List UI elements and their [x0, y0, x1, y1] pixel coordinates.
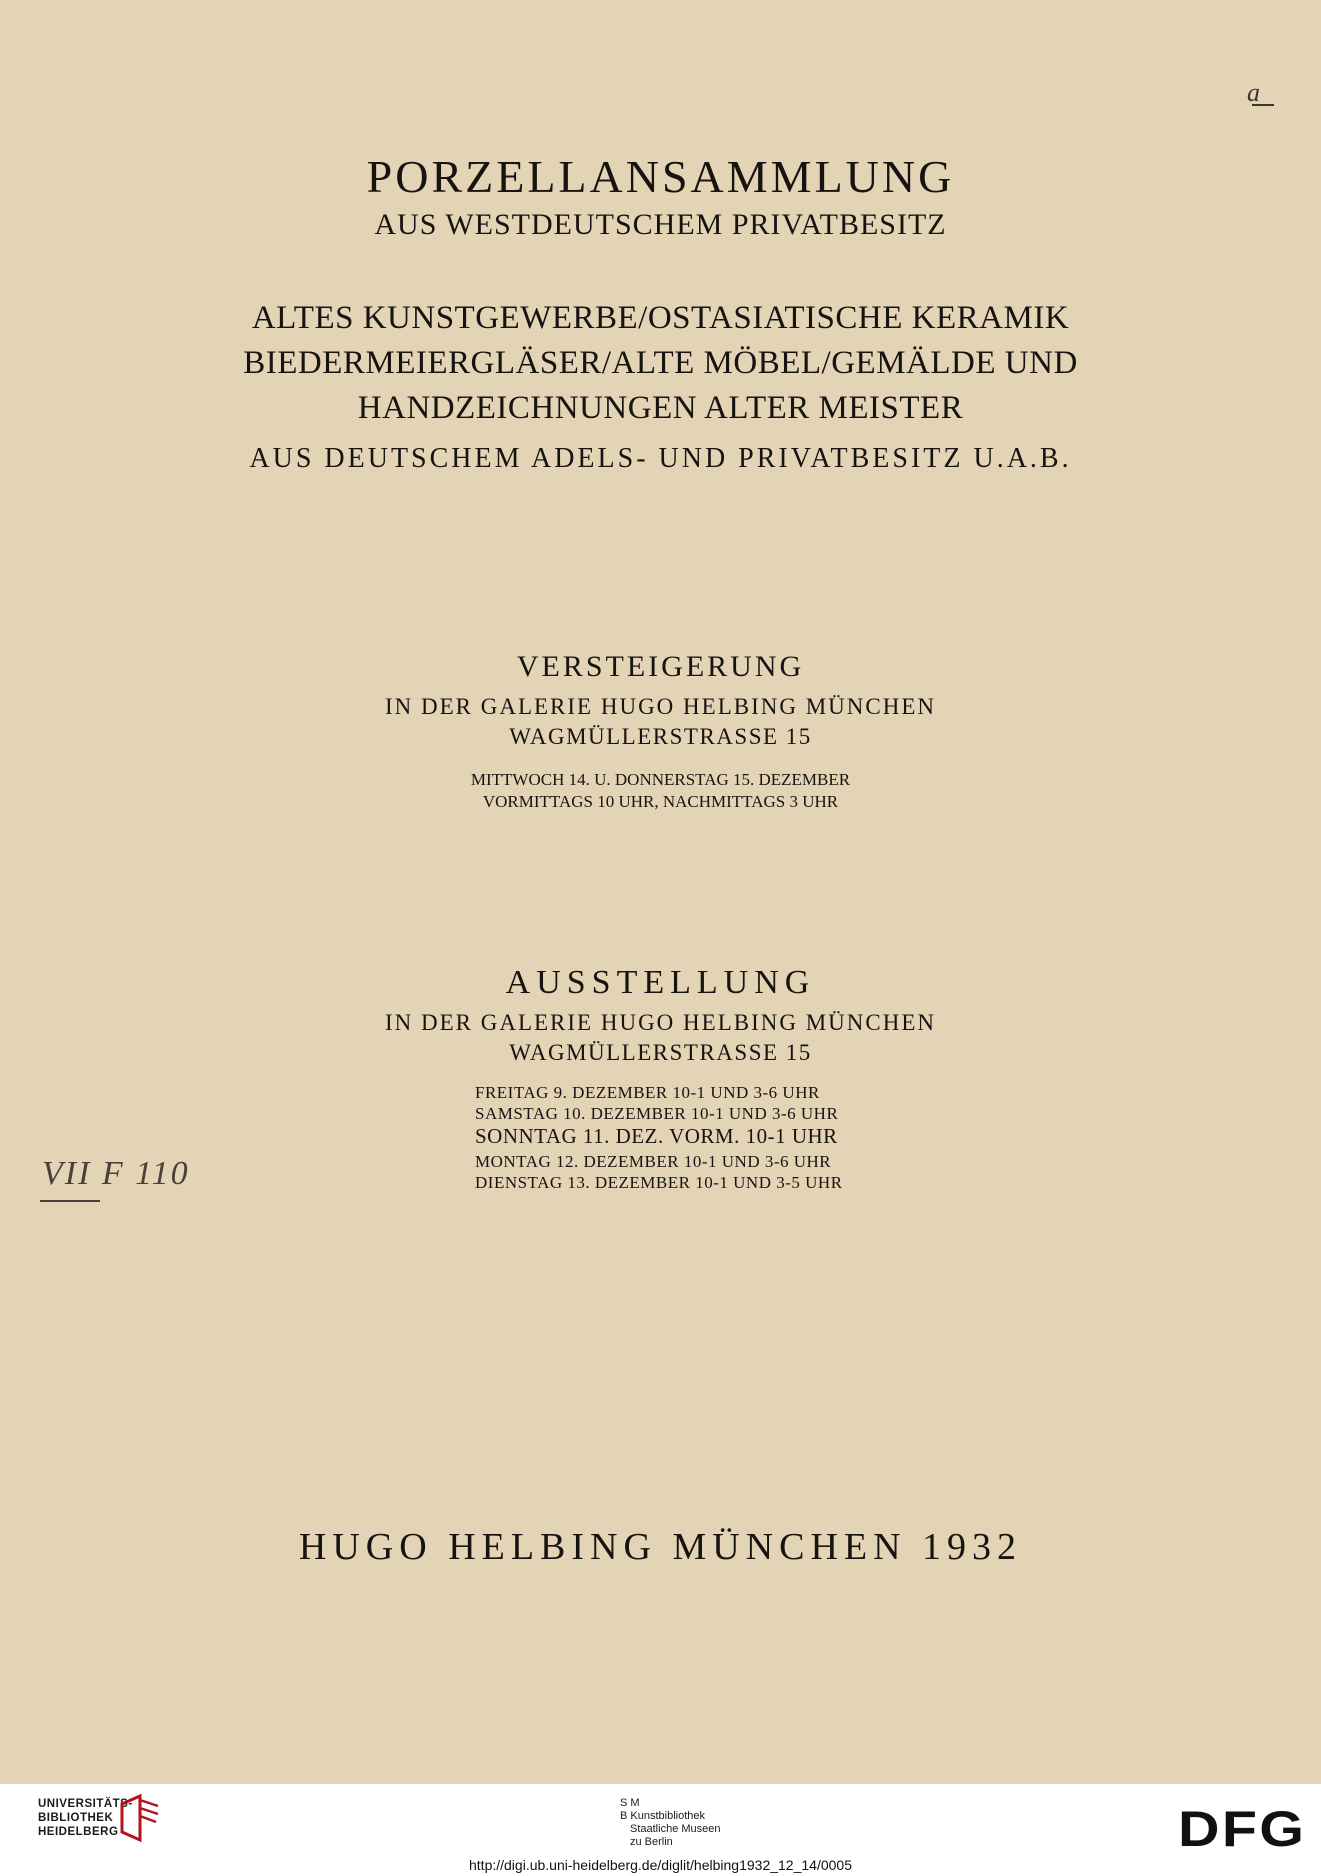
auction-street: WAGMÜLLERSTRASSE 15	[509, 724, 812, 749]
pencil-annotation-top: a	[1247, 78, 1260, 107]
title-category-3: HANDZEICHNUNGEN ALTER MEISTER	[357, 390, 964, 426]
exhibition-venue: IN DER GALERIE HUGO HELBING MÜNCHEN	[384, 1010, 937, 1035]
library-line-1: UNIVERSITÄTS-	[38, 1798, 133, 1810]
title-provenance: AUS DEUTSCHEM ADELS- UND PRIVATBESITZ U.A.B.	[249, 443, 1072, 474]
auction-dates: MITTWOCH 14. U. DONNERSTAG 15. DEZEMBER	[470, 770, 851, 789]
sm-institution-text	[620, 1797, 721, 1849]
imprint: HUGO HELBING MÜNCHEN 1932	[298, 1526, 1023, 1568]
handwritten-shelfmark: VII F 110	[42, 1155, 190, 1192]
title-subtitle: AUS WESTDEUTSCHEM PRIVATBESITZ	[374, 208, 947, 241]
source-url[interactable]: http://digi.ub.uni-heidelberg.de/diglit/helbing1932_12_14/0005	[469, 1857, 852, 1873]
schedule-sunday: SONNTAG 11. DEZ. VORM. 10-1 UHR	[475, 1124, 838, 1148]
schedule-saturday: SAMSTAG 10. DEZEMBER 10-1 UND 3-6 UHR	[475, 1104, 839, 1123]
library-line-3: HEIDELBERG	[38, 1826, 119, 1838]
library-line-2: BIBLIOTHEK	[38, 1812, 114, 1824]
dfg-logo: DFG	[1178, 1801, 1307, 1857]
exhibition-street: WAGMÜLLERSTRASSE 15	[509, 1040, 812, 1065]
schedule-tuesday: DIENSTAG 13. DEZEMBER 10-1 UND 3-5 UHR	[475, 1173, 843, 1192]
shelfmark-underline	[40, 1200, 100, 1202]
pencil-underline	[1252, 104, 1274, 106]
title-main: PORZELLANSAMMLUNG	[366, 151, 955, 202]
sm-line-1: S M	[620, 1797, 640, 1809]
auction-times: VORMITTAGS 10 UHR, NACHMITTAGS 3 UHR	[482, 792, 839, 811]
auction-venue: IN DER GALERIE HUGO HELBING MÜNCHEN	[384, 694, 937, 719]
library-logo-icon	[118, 1794, 162, 1844]
schedule-monday: MONTAG 12. DEZEMBER 10-1 UND 3-6 UHR	[475, 1152, 832, 1171]
sm-line-2: B Kunstbibliothek	[620, 1810, 705, 1822]
sm-line-3: Staatliche Museen	[630, 1823, 721, 1835]
title-category-2: BIEDERMEIERGLÄSER/ALTE MÖBEL/GEMÄLDE UND	[243, 345, 1078, 381]
schedule-friday: FREITAG 9. DEZEMBER 10-1 UND 3-6 UHR	[475, 1083, 820, 1102]
title-category-1: ALTES KUNSTGEWERBE/OSTASIATISCHE KERAMIK	[251, 300, 1070, 336]
sm-line-4: zu Berlin	[630, 1836, 673, 1848]
auction-heading: VERSTEIGERUNG	[516, 650, 805, 683]
exhibition-heading: AUSSTELLUNG	[505, 964, 816, 1001]
